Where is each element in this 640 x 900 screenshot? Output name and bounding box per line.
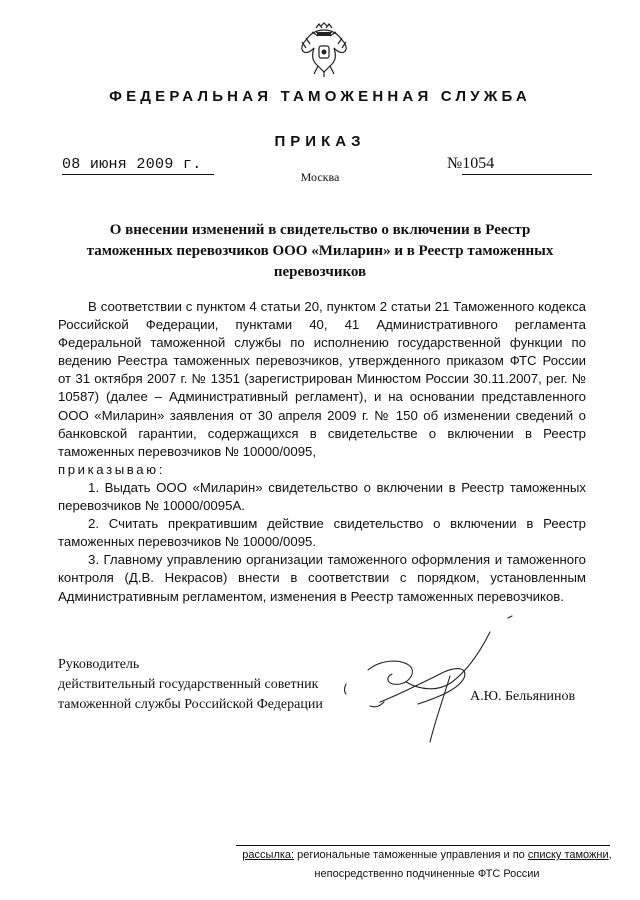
order-item-1: 1. Выдать ООО «Миларин» свидетельство о включении в Реестр таможенных перевозчиков № 10000/0095А. [58, 479, 586, 514]
order-body [58, 298, 586, 606]
signatory-line-1: Руководитель [58, 657, 140, 672]
distribution-list-link: списку таможни [527, 849, 609, 861]
distribution-text: региональные таможенные управления и по [297, 849, 525, 861]
number-value: 1054 [462, 155, 495, 172]
handwritten-signature [340, 612, 520, 762]
signatory-line-3: таможенной службы Российской Федерации [58, 697, 323, 712]
document-type: ПРИКАЗ [274, 133, 366, 150]
distribution-label: рассылка: [242, 849, 295, 861]
order-word: приказываю: [58, 461, 165, 477]
signatory-title [58, 655, 323, 715]
preamble: В соответствии с пунктом 4 статьи 20, пунктом 2 статьи 21 Таможенного кодекса Российской Федерации, пунктами 40, 41 Административного регламента Федеральной таможенной службы по исполнению государственной функции по ведению Реестра таможенных перевозчиков, утвержденного приказом ФТС России от 31 октября 2007 г. № 1351 (зарегистрирован Минюстом России 30.11.2007, рег. № 10587) (далее – Административный регламент), и на основании представленного ООО «Миларин» заявления от 30 апреля 2009 г. № 150 об изменении сведений о банковской гарантии, содержащихся в свидетельстве о включении в Реестр таможенных перевозчиков № 10000/0095, [58, 299, 586, 459]
number-prefix: № [447, 155, 463, 172]
distribution-comma: , [608, 849, 612, 861]
distribution-list [236, 846, 618, 884]
city: Москва [300, 170, 340, 184]
organization-name: ФЕДЕРАЛЬНАЯ ТАМОЖЕННАЯ СЛУЖБА [109, 88, 531, 105]
order-item-2: 2. Считать прекратившим действие свидетельство о включении в Реестр таможенных перевозчиков № 10000/0095. [58, 516, 586, 550]
signatory-name: А.Ю. Бельянинов [470, 689, 576, 704]
order-item-3: 3. Главному управлению организации таможенного оформления и таможенного контроля (Д.В. Некрасов) внести в соответствии с порядком, установленным Административным регламентом, изменения в Реестр таможенных перевозчиков. [58, 552, 586, 604]
distribution-line-1 [236, 846, 618, 865]
signatory-line-2: действительный государственный советник [58, 677, 319, 692]
distribution-line-2: непосредственно подчиненные ФТС России [314, 868, 540, 880]
order-title: О внесении изменений в свидетельство о включении в Реестр таможенных перевозчиков ООО «Миларин» и в Реестр таможенных перевозчиков [86, 222, 554, 280]
order-date: 08 июня 2009 г. [62, 156, 202, 173]
coat-of-arms-icon [298, 22, 350, 78]
